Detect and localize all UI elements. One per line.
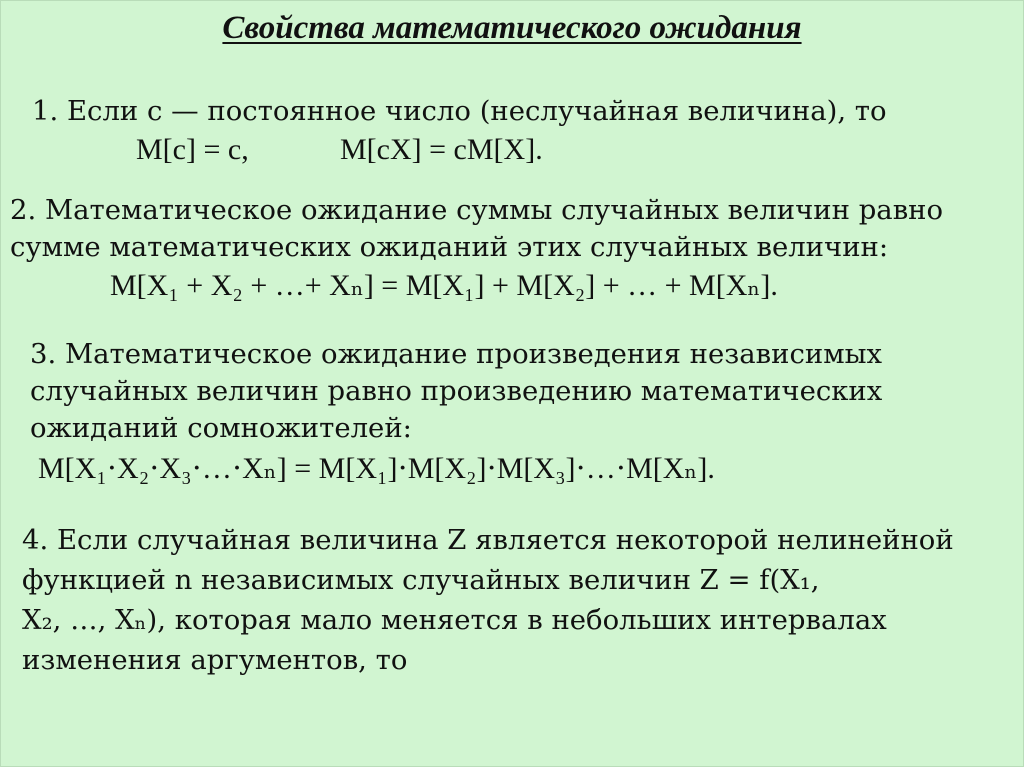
property-3-line-2: случайных величин равно произведению математических [30, 375, 883, 407]
property-4-line-3: X₂, …, Xₙ), которая мало меняется в небольших интервалах [22, 604, 887, 636]
property-1-formula-scaling: M[cX] = cM[X]. [340, 133, 543, 166]
property-1-line: 1. Если c — постоянное число (неслучайная величина), то [32, 95, 887, 127]
property-4-line-4: изменения аргументов, то [22, 644, 408, 676]
property-1-text [32, 94, 887, 128]
property-2-line-2: сумме математических ожиданий этих случайных величин: [10, 231, 889, 263]
property-1-formula-constant: M[c] = c, [136, 133, 249, 166]
property-3-formula: M[X₁⋅X₂⋅X₃⋅…⋅Xₙ] = M[X₁]⋅M[X₂]⋅M[X₃]⋅…⋅M[Xₙ]. [38, 452, 715, 485]
property-3-line-1: 3. Математическое ожидание произведения независимых [30, 338, 883, 370]
property-2-formula: M[X₁ + X₂ + …+ Xₙ] = M[X₁] + M[X₂] + … + M[Xₙ]. [110, 269, 778, 302]
property-4-line-2: функцией n независимых случайных величин Z = f(X₁, [22, 564, 820, 596]
property-3-line-3: ожиданий сомножителей: [30, 412, 412, 444]
property-4-line-1: 4. Если случайная величина Z является некоторой нелинейной [22, 524, 954, 556]
property-2-line-1: 2. Математическое ожидание суммы случайных величин равно [10, 194, 944, 226]
slide-title: Свойства математического ожидания [222, 10, 802, 46]
